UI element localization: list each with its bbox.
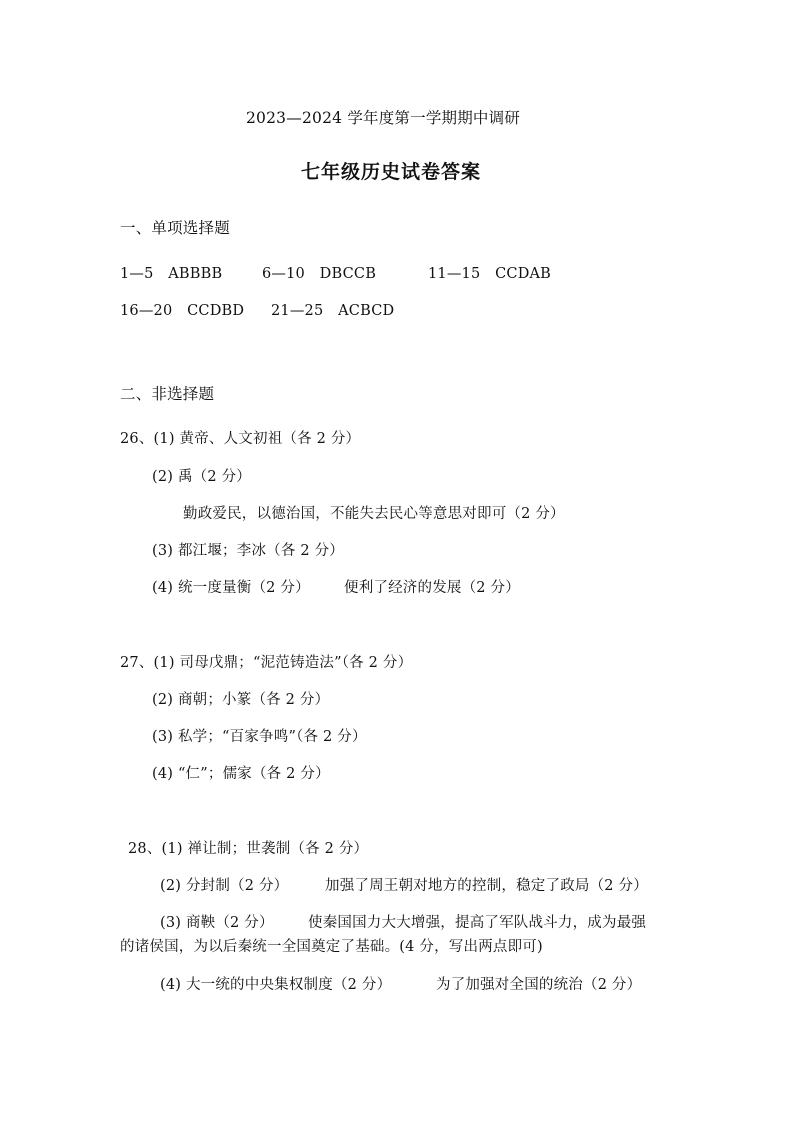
mc-answer-group: 11—15 CCDAB — [428, 266, 552, 282]
q26-part1: 26、(1) 黄帝、人文初祖（各 2 分） — [120, 431, 361, 447]
mc-answer-group: 16—20 CCDBD — [120, 303, 245, 319]
q27-part1: 27、(1) 司母戊鼎；“泥范铸造法”（各 2 分） — [120, 655, 413, 671]
mc-answer-group: 6—10 DBCCB — [262, 266, 377, 282]
q27-part3: (3) 私学；“百家争鸣”（各 2 分） — [152, 729, 367, 745]
q28-part3-a: (3) 商鞅（2 分） — [160, 915, 274, 931]
q28-part1: 28、(1) 禅让制；世袭制（各 2 分） — [128, 841, 369, 857]
q26-part2-detail: 勤政爱民，以德治国，不能失去民心等意思对即可（2 分） — [183, 506, 565, 522]
mc-answer-group: 21—25 ACBCD — [271, 303, 395, 319]
section-heading-non-multiple-choice: 二、非选择题 — [120, 385, 215, 403]
q26-part4-b: 便利了经济的发展（2 分） — [344, 580, 520, 596]
q28-part2-a: (2) 分封制（2 分） — [160, 878, 289, 894]
q26-part2: (2) 禹（2 分） — [152, 469, 251, 485]
q26-part4-a: (4) 统一度量衡（2 分） — [152, 580, 310, 596]
section-heading-multiple-choice: 一、单项选择题 — [120, 219, 230, 237]
exam-title: 2023—2024 学年度第一学期期中调研 — [246, 109, 521, 127]
q27-part2: (2) 商朝；小篆（各 2 分） — [152, 692, 330, 708]
q26-part3: (3) 都江堰；李冰（各 2 分） — [152, 543, 344, 559]
mc-answer-group: 1—5 ABBBB — [120, 266, 223, 282]
q28-part4-a: (4) 大一统的中央集权制度（2 分） — [160, 977, 392, 993]
answer-key-title: 七年级历史试卷答案 — [301, 161, 482, 183]
q28-part4-b: 为了加强对全国的统治（2 分） — [436, 977, 642, 993]
q28-part3-b: 使秦国国力大大增强，提高了军队战斗力，成为最强 — [308, 915, 647, 931]
q28-part2-b: 加强了周王朝对地方的控制，稳定了政局（2 分） — [325, 878, 648, 894]
q28-part3-c: 的诸侯国，为以后秦统一全国奠定了基础。(4 分，写出两点即可) — [120, 939, 543, 955]
q27-part4: (4) “仁”；儒家（各 2 分） — [152, 766, 330, 782]
